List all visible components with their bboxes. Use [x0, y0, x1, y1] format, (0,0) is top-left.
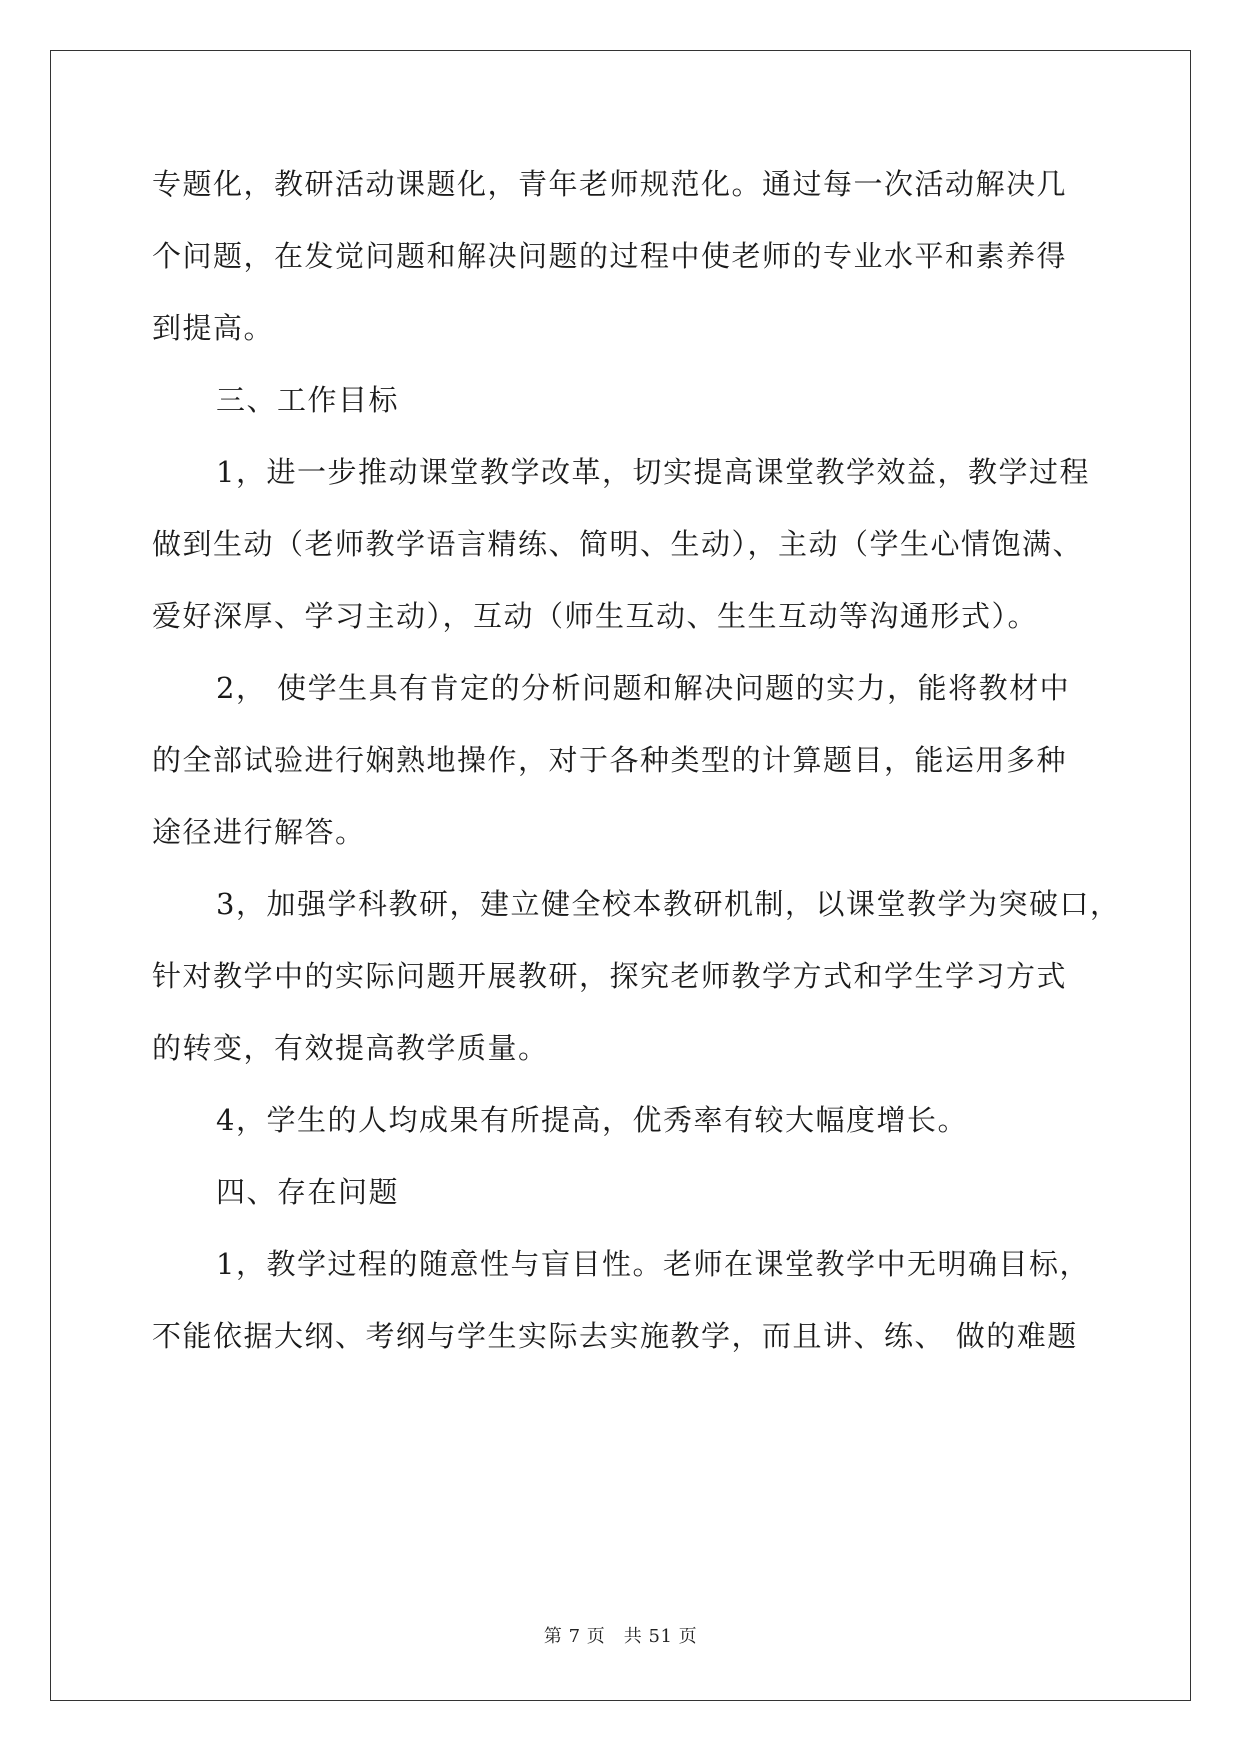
paragraph-line: 1，进一步推动课堂教学改革，切实提高课堂教学效益，教学过程 — [216, 455, 1090, 489]
paragraph-line: 到提高。 — [152, 311, 275, 345]
paragraph-line: 4，学生的人均成果有所提高，优秀率有较大幅度增长。 — [216, 1103, 968, 1137]
paragraph-line: 爱好深厚、学习主动），互动（师生互动、生生互动等沟通形式）。 — [152, 599, 1039, 633]
paragraph-line: 1，教学过程的随意性与盲目性。老师在课堂教学中无明确目标， — [216, 1247, 1090, 1281]
paragraph-line: 针对教学中的实际问题开展教研，探究老师教学方式和学生学习方式 — [152, 959, 1068, 993]
page-border — [50, 50, 1191, 1701]
paragraph-line: 2， 使学生具有肯定的分析问题和解决问题的实力，能将教材中 — [216, 671, 1071, 705]
page-number-footer: 第 7 页 共 51 页 — [543, 1626, 698, 1647]
paragraph-line: 做到生动（老师教学语言精练、简明、生动），主动（学生心情饱满、 — [152, 527, 1084, 561]
paragraph-line: 的转变，有效提高教学质量。 — [152, 1031, 549, 1065]
paragraph-line: 个问题，在发觉问题和解决问题的过程中使老师的专业水平和素养得 — [152, 239, 1068, 273]
paragraph-line: 不能依据大纲、考纲与学生实际去实施教学，而且讲、练、 做的难题 — [152, 1319, 1078, 1353]
section-heading: 四、存在问题 — [216, 1175, 400, 1209]
paragraph-line: 的全部试验进行娴熟地操作，对于各种类型的计算题目，能运用多种 — [152, 743, 1068, 777]
section-heading: 三、工作目标 — [216, 383, 400, 417]
paragraph-line: 专题化，教研活动课题化，青年老师规范化。通过每一次活动解决几 — [152, 167, 1068, 201]
paragraph-line: 3，加强学科教研，建立健全校本教研机制，以课堂教学为突破口， — [216, 887, 1121, 921]
paragraph-line: 途径进行解答。 — [152, 815, 366, 849]
